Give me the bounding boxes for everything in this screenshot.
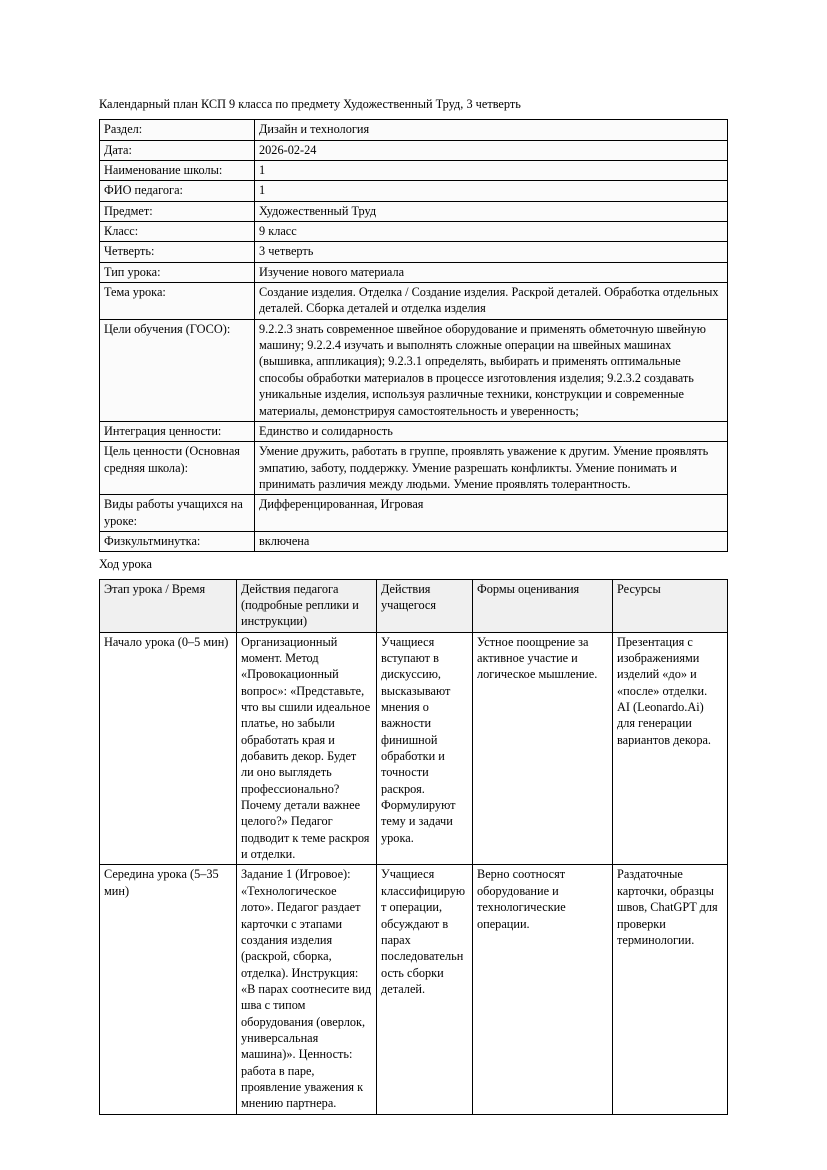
- table-row: [100, 161, 728, 181]
- info-label: Цель ценности (Основная средняя школа):: [100, 442, 255, 495]
- info-value: 2026-02-24: [255, 140, 728, 160]
- column-header-teacher-actions: Действия педагога (подробные реплики и инструкции): [237, 579, 377, 632]
- table-row: [100, 242, 728, 262]
- info-value: Художественный Труд: [255, 201, 728, 221]
- info-label: ФИО педагога:: [100, 181, 255, 201]
- document-content: [99, 97, 727, 1115]
- info-value: Единство и солидарность: [255, 421, 728, 441]
- lesson-flow-caption: Ход урока: [99, 557, 152, 572]
- info-value: 9 класс: [255, 222, 728, 242]
- table-row: [100, 222, 728, 242]
- info-label: Интеграция ценности:: [100, 421, 255, 441]
- table-row: [100, 120, 728, 140]
- cell-resources: Раздаточные карточки, образцы швов, ChatGPT для проверки терминологии.: [613, 865, 728, 1114]
- cell-stage: Середина урока (5–35 мин): [100, 865, 237, 1114]
- table-row: [100, 495, 728, 532]
- info-value: Создание изделия. Отделка / Создание изделия. Раскрой деталей. Обработка отдельных деталей. Сборка деталей и отделка изделия: [255, 283, 728, 320]
- info-label: Предмет:: [100, 201, 255, 221]
- info-label: Класс:: [100, 222, 255, 242]
- cell-stage: Начало урока (0–5 мин): [100, 632, 237, 865]
- table-row: [100, 140, 728, 160]
- cell-assessment: Устное поощрение за активное участие и логическое мышление.: [473, 632, 613, 865]
- table-row: [100, 442, 728, 495]
- lesson-info-body: [100, 120, 728, 552]
- info-value: 3 четверть: [255, 242, 728, 262]
- table-row: [100, 421, 728, 441]
- page-title: Календарный план КСП 9 класса по предмету Художественный Труд, 3 четверть: [99, 97, 521, 111]
- table-header-row: [100, 579, 728, 632]
- column-header-assessment: Формы оценивания: [473, 579, 613, 632]
- table-row: [100, 181, 728, 201]
- info-label: Тип урока:: [100, 262, 255, 282]
- table-row: [100, 531, 728, 551]
- table-row: [100, 865, 728, 1114]
- lesson-flow-head: [100, 579, 728, 632]
- cell-teacher-actions: Организационный момент. Метод «Провокационный вопрос»: «Представьте, что вы сшили идеальное платье, но забыли обработать края и добавить декор. Будет ли оно выглядеть профессионально? Почему детали важнее целого?» Педагог подводит к теме раскроя и отделки.: [237, 632, 377, 865]
- cell-assessment: Верно соотносят оборудование и технологические операции.: [473, 865, 613, 1114]
- table-row: [100, 283, 728, 320]
- column-header-resources: Ресурсы: [613, 579, 728, 632]
- lesson-flow-table: [99, 579, 728, 1115]
- info-value: Изучение нового материала: [255, 262, 728, 282]
- info-value: 1: [255, 181, 728, 201]
- info-label: Дата:: [100, 140, 255, 160]
- info-value: Дизайн и технология: [255, 120, 728, 140]
- column-header-student-actions: Действия учащегося: [377, 579, 473, 632]
- info-label: Тема урока:: [100, 283, 255, 320]
- column-header-stage: Этап урока / Время: [100, 579, 237, 632]
- info-value: 9.2.2.3 знать современное швейное оборудование и применять обметочную швейную машину; 9.2.2.4 изучать и выполнять сложные операции на швейных машинах (вышивка, аппликация); 9.2.3.1 определять, выбирать и применять оптимальные способы обработки материалов в процессе изготовления изделия; 9.2.3.2 создавать уникальные изделия, используя различные техники, конструкции и современные материалы, демонстрируя самостоятельность и уверенность;: [255, 319, 728, 421]
- info-label: Цели обучения (ГОСО):: [100, 319, 255, 421]
- info-label: Виды работы учащихся на уроке:: [100, 495, 255, 532]
- info-label: Физкультминутка:: [100, 531, 255, 551]
- cell-student-actions: Учащиеся классифицируют операции, обсуждают в парах последовательность сборки деталей.: [377, 865, 473, 1114]
- table-row: [100, 632, 728, 865]
- info-value: 1: [255, 161, 728, 181]
- info-label: Наименование школы:: [100, 161, 255, 181]
- table-row: [100, 262, 728, 282]
- table-row: [100, 319, 728, 421]
- info-value: Дифференцированная, Игровая: [255, 495, 728, 532]
- info-label: Четверть:: [100, 242, 255, 262]
- table-row: [100, 201, 728, 221]
- lesson-flow-body: [100, 632, 728, 1114]
- info-value: включена: [255, 531, 728, 551]
- cell-teacher-actions: Задание 1 (Игровое): «Технологическое лото». Педагог раздает карточки с этапами создания изделия (раскрой, сборка, отделка). Инструкция: «В парах соотнесите вид шва с типом оборудования (оверлок, универсальная машина)». Ценность: работа в паре, проявление уважения к мнению партнера.: [237, 865, 377, 1114]
- cell-student-actions: Учащиеся вступают в дискуссию, высказывают мнения о важности финишной обработки и точности раскроя. Формулируют тему и задачи урока.: [377, 632, 473, 865]
- info-label: Раздел:: [100, 120, 255, 140]
- info-value: Умение дружить, работать в группе, проявлять уважение к другим. Умение проявлять эмпатию, заботу, поддержку. Умение разрешать конфликты. Умение понимать и принимать различия между людьми. Умение проявлять толерантность.: [255, 442, 728, 495]
- cell-resources: Презентация с изображениями изделий «до» и «после» отделки. AI (Leonardo.Ai) для генерации вариантов декора.: [613, 632, 728, 865]
- lesson-info-table: [99, 119, 728, 552]
